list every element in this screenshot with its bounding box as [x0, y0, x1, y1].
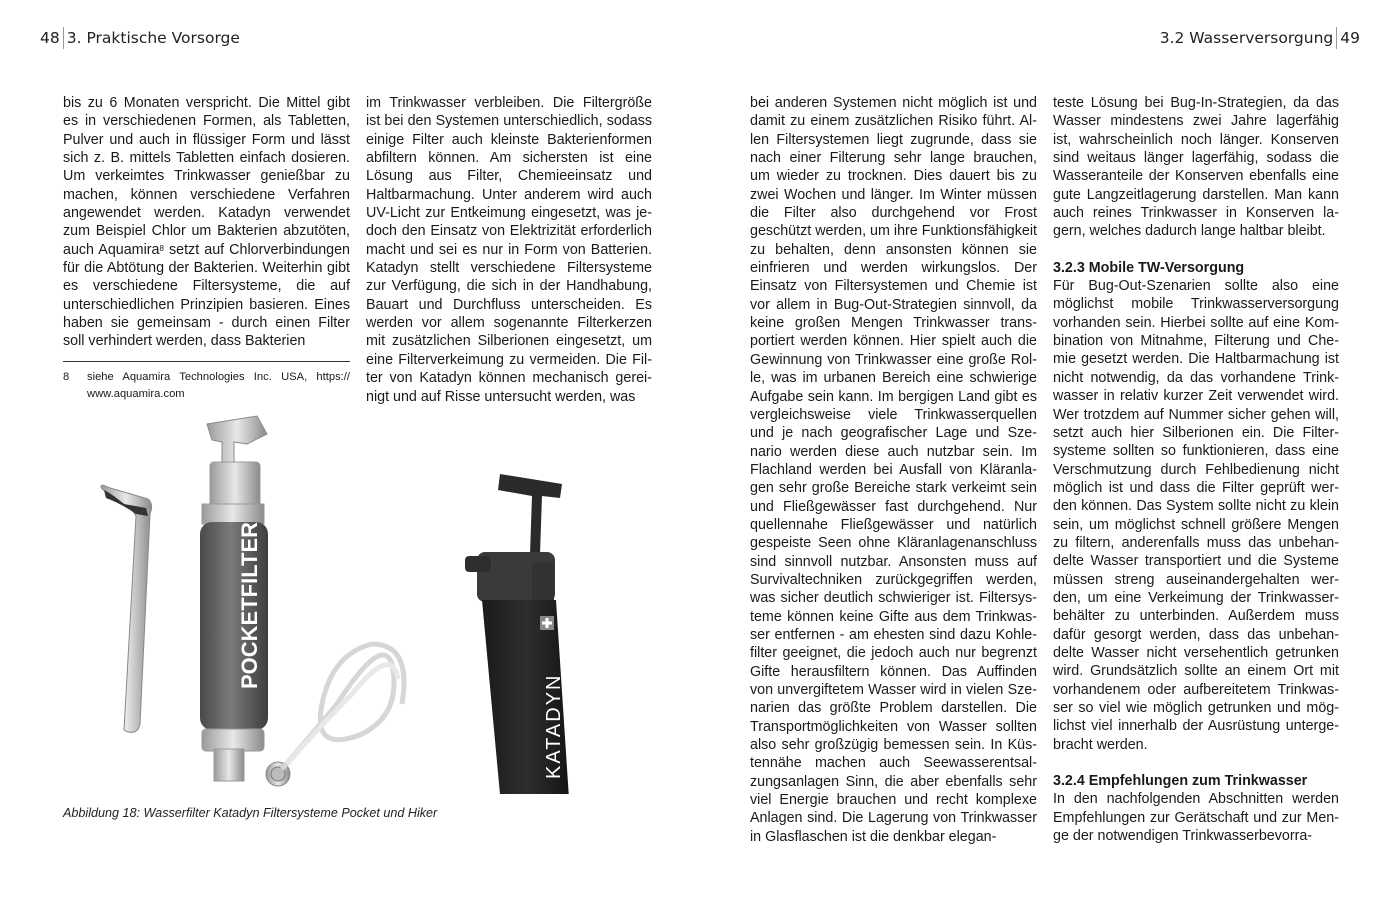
paragraph: im Trinkwasser verbleiben. Die Filtergröße ist bei den Systemen unterschiedlich, sodass einige Filter auch kleinste Bakterienformen abfiltern können. Am sichersten ist eine Lösung aus Filter, Chemieeinsatz und Haltbarmachung. Unter anderem wird auch UV-Licht zur Entkeimung eingesetzt, was jedoch den Einsatz von Elektrizität erforderlich macht und sei es nur in Form von Batterien. Katadyn stellt verschiedene Filtersysteme zur Verfügung, die sich in der Handhabung, Bauart und Durchfluss unterscheiden. Es werden vor allem sogenannte Filterkerzen mit zusätzlichen Silberionen eingesetzt, um eine Filterverkeimung zu vermeiden. Die Filter von Katadyn können mechanisch gereinigt und auf Risse untersucht werden, was — [366, 95, 652, 405]
paragraph: bis zu 6 Monaten verspricht. Die Mittel gibt es in verschiedenen Formen, als Tabletten, Pulver und auch in flüssiger Form und lässt sich z. B. mittels Tabletten einfach dosieren. Um verkeimtes Trinkwasser genießbar zu machen, können verschiedene Verfahren angewendet werden. Katadyn verwendet zum Beispiel Chlor um Bakterien abzutöten, auch Aquamira$^8$ setzt auf Chlorverbindungen für die Abtötung der Bakterien. Weiterhin gibt es verschiedene Filtersysteme, die auf unterschiedlichen Prinzipien basieren. Eines haben sie gemeinsam - durch einen Filter soll verhindert werden, dass Bakterien — [63, 95, 350, 350]
section-heading-3-2-4: 3.2.4 Empfehlungen zum Trinkwasser — [1053, 773, 1308, 790]
paragraph: In den nachfolgenden Abschnitten werden Empfehlungen zur Gerätschaft und zur Menge der notwendigen Trinkwasserbevorra- — [1053, 791, 1339, 845]
running-header-left — [40, 27, 240, 49]
column-4 — [1053, 94, 1339, 845]
page-number-left: 48 — [40, 29, 60, 47]
running-header-right — [1160, 27, 1360, 49]
section-heading-3-2-3: 3.2.3 Mobile TW-Versorgung — [1053, 259, 1245, 276]
section-title: 3.2 Wasserversorgung — [1159, 29, 1334, 47]
paragraph: bei anderen Systemen nicht möglich ist und damit zu einem zusätzlichen Risiko führt. Allen Filtersystemen liegt zugrunde, dass sie nach einer Filterung sehr lange brauchen, um wieder zu trocknen. Dies dauert bis zu zwei Wochen und länger. Im Winter müssen die Filter also durchgehend vor Frost geschützt werden, um ihre Funktionsfähigkeit zu behalten, denn ansonsten können sie einfrieren und werden wirkungslos. Der Einsatz von Filtersystemen und Chemie ist vor allem in Bug-Out-Strategien sinnvoll, da keine großen Mengen Trinkwasser transportiert werden können. Hier spielt auch die Gewinnung von Trinkwasser eine große Rolle, was im urbanen Bereich eine schwierige Aufgabe sein kann. Im bergigen Land gibt es vergleichsweise viele Trinkwasserquellen und je nach geografischer Lage und Szenario werden diese auch nutzbar sein. Im Flachland werden bei Ausfall von Kläranlagen sehr große Bereiche stark verkeimt sein und Fließgewässer fast durchgehend. Nur quellennahe Fließgewässer und natürlich gespeiste Seen ohne Kläranlagenanschluss sind sinnvoll nutzbar. Ansonsten muss auf Survivaltechniken zurückgegriffen werden, was sicher deutlich schwieriger ist. Filtersysteme können keine Gifte aus dem Trinkwasser entfernen - am ehesten sind dazu Kohlefilter geeignet, die jedoch auch nur begrenzt Gifte herausfiltern können. Das Auffinden von unvergiftetem Wasser wird in vielen Szenarien das größte Problem darstellen. Die Transportmöglichkeiten von Wasser sollten also sehr großzügig bemessen sein. In Küstennähe machen auch Seewasserentsalzungsanlagen Sinn, die aber ebenfalls sehr viel Energie brauchen und recht komplexe Anlagen sind. Die Lagerung von Trinkwasser in Glasflaschen ist die denkbar elegan- — [750, 95, 1037, 845]
header-divider — [1336, 27, 1337, 49]
page-number-right: 49 — [1340, 29, 1360, 47]
figure-caption: Abbildung 18: Wasserfilter Katadyn Filtersysteme Pocket und Hiker — [63, 806, 438, 820]
pocket-filter — [200, 416, 290, 786]
paragraph: teste Lösung bei Bug-In-Strategien, da das Wasser mindestens zwei Jahre lagerfähig ist, wahrscheinlich noch länger. Konserven sind weitaus länger lagerfähig, sodass die Wasseranteile der Konserven ebenfalls eine gute Langzeitlagerung darstellen. Man kann auch reines Trinkwasser in Konserven lagern, welches dadurch lange haltbar bleibt. — [1053, 95, 1339, 240]
hose — [282, 644, 404, 769]
footnote-number: 8 — [63, 371, 70, 383]
figure-water-filters — [62, 404, 682, 794]
katadyn-mini-filter — [465, 474, 570, 794]
column-1 — [63, 94, 350, 351]
pocket-filter-label: POCKETFILTER — [237, 521, 262, 689]
column-3 — [750, 94, 1037, 846]
clip-tool — [101, 485, 152, 732]
column-2 — [366, 94, 652, 406]
katadyn-label: KATADYN — [543, 673, 565, 779]
mini-label: MINI — [564, 666, 570, 679]
footnote-text: siehe Aquamira Technologies Inc. USA, https:// www.aquamira.com — [87, 371, 350, 400]
header-divider — [63, 27, 64, 49]
paragraph: Für Bug-Out-Szenarien sollte also eine möglichst mobile Trinkwasserversorgung vorhanden sein. Hierbei sollte auf eine Kombination von Mitnahme, Filterung und Chemie gesetzt werden. Die Haltbarmachung ist nicht notwendig, da das vorhandene Trinkwasser in relativ kurzer Zeit verwendet wird. Wer trotzdem auf Nummer sicher gehen will, setzt auch hier Silberionen ein. Die Filtersysteme sollten so funktionieren, dass eine Verschmutzung durch Fehlbedienung nicht möglich ist und dass die Filter geprüft werden können. Das System sollte nicht zu klein sein, um möglichst schnell größere Mengen zu filtern, anderenfalls muss das unbehandelte Wasser transportiert und die Systeme müssen streng auseinandergehalten werden, um eine Verkeimung der Trinkwasserbehälter zu unterbinden. Außerdem muss dafür gesorgt werden, dass das unbehandelte Wasser nicht versehentlich getrunken wird. Grundsätzlich sollte an einem Ort mit vorhandenem oder aufbereitetem Trinkwasser so viel wie möglich getrunken und möglichst viel innerhalb der Ausrüstung untergebracht werden. — [1053, 278, 1339, 753]
footnote — [63, 369, 350, 403]
footnote-ref[interactable]: 8 — [159, 243, 164, 253]
footnote-rule — [63, 361, 350, 362]
chapter-title: 3. Praktische Vorsorge — [66, 29, 240, 47]
